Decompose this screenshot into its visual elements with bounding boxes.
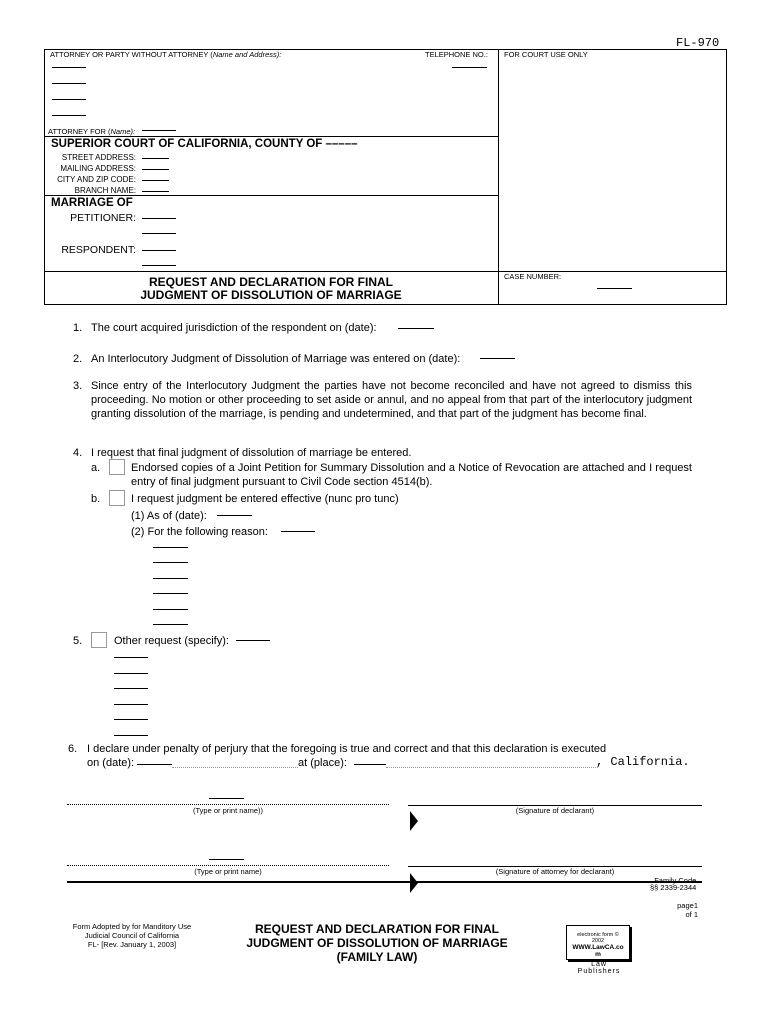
petitioner-field[interactable] bbox=[142, 218, 176, 219]
street-label: STREET ADDRESS: bbox=[61, 153, 136, 162]
telephone-label: TELEPHONE NO.: bbox=[425, 50, 488, 59]
type-name-caption: (Type or print name) bbox=[194, 867, 262, 876]
form-number: FL-970 bbox=[676, 36, 720, 50]
item-6-at-place-label: at (place): bbox=[298, 757, 347, 769]
case-number-label: CASE NUMBER: bbox=[504, 272, 562, 281]
court-use-label: FOR COURT USE ONLY bbox=[504, 50, 588, 59]
other-request-field[interactable] bbox=[114, 688, 148, 689]
interlocutory-date-field[interactable] bbox=[480, 358, 515, 359]
item-4b-checkbox[interactable] bbox=[109, 490, 125, 506]
mailing-label: MAILING ADDRESS: bbox=[60, 164, 136, 173]
item-4b1-text: (1) As of (date): bbox=[131, 510, 207, 522]
item-6-number: 6. bbox=[68, 743, 78, 755]
case-number-field[interactable] bbox=[597, 288, 632, 289]
caption-title: REQUEST AND DECLARATION FOR FINAL JUDGMENT OF DISSOLUTION OF MARRIAGE bbox=[140, 275, 402, 302]
attorney-label: ATTORNEY OR PARTY WITHOUT ATTORNEY (Name and Address): bbox=[50, 50, 282, 59]
attorney-address-field[interactable] bbox=[52, 67, 86, 68]
nunc-pro-tunc-date-field[interactable] bbox=[217, 515, 252, 516]
signature-declarant-caption: (Signature of declarant) bbox=[515, 806, 595, 815]
attorney-address-field[interactable] bbox=[52, 83, 86, 84]
item-5-checkbox[interactable] bbox=[91, 632, 107, 648]
respondent-field[interactable] bbox=[142, 265, 176, 266]
page-indicator: page1 of 1 bbox=[677, 901, 698, 919]
execution-date-field[interactable] bbox=[137, 764, 172, 765]
city-field[interactable] bbox=[142, 180, 169, 181]
type-name-caption: (Type or print name)) bbox=[192, 806, 264, 815]
caption-divider bbox=[498, 49, 499, 305]
item-4-text: I request that final judgment of dissolution of marriage be entered. bbox=[91, 447, 412, 459]
rule bbox=[44, 136, 498, 137]
arrow-icon bbox=[410, 811, 418, 831]
stamp-url: WWW.LawCA.co bbox=[572, 944, 624, 951]
item-5-text: Other request (specify): bbox=[114, 635, 229, 647]
attorney-name-field[interactable] bbox=[209, 859, 244, 860]
branch-field[interactable] bbox=[142, 191, 169, 192]
item-4a-checkbox[interactable] bbox=[109, 459, 125, 475]
city-label: CITY AND ZIP CODE: bbox=[57, 175, 136, 184]
execution-date-underline bbox=[172, 767, 298, 768]
attorney-address-field[interactable] bbox=[52, 115, 86, 116]
item-1-number: 1. bbox=[73, 322, 83, 334]
petitioner-label: PETITIONER: bbox=[70, 212, 136, 224]
arrow-icon bbox=[410, 873, 418, 893]
respondent-label: RESPONDENT: bbox=[61, 244, 136, 256]
marriage-of-label: MARRIAGE OF bbox=[51, 197, 133, 209]
reason-field[interactable] bbox=[153, 562, 188, 563]
item-4a-text: Endorsed copies of a Joint Petition for Summary Dissolution and a Notice of Revocation are attached and I request entry of final judgment pursuant to Civil Code section 4514(b). bbox=[131, 462, 692, 488]
other-request-field[interactable] bbox=[114, 704, 148, 705]
other-request-field[interactable] bbox=[114, 719, 148, 720]
publisher-text: Law Publishers bbox=[577, 961, 621, 975]
branch-label: BRANCH NAME: bbox=[74, 186, 136, 195]
reason-field[interactable] bbox=[281, 531, 315, 532]
court-title: SUPERIOR COURT OF CALIFORNIA, COUNTY OF ––––– bbox=[51, 138, 358, 150]
stamp-text: electronic form © bbox=[577, 932, 619, 938]
reason-field[interactable] bbox=[153, 609, 188, 610]
item-1-text: The court acquired jurisdiction of the respondent on (date): bbox=[91, 322, 377, 334]
signature-attorney-caption: (Signature of attorney for declarant) bbox=[495, 867, 615, 876]
caption-box bbox=[44, 49, 727, 305]
item-5-number: 5. bbox=[73, 635, 83, 647]
jurisdiction-date-field[interactable] bbox=[398, 328, 434, 329]
petitioner-field[interactable] bbox=[142, 233, 176, 234]
item-4b2-text: (2) For the following reason: bbox=[131, 526, 268, 538]
other-request-field[interactable] bbox=[236, 640, 270, 641]
respondent-field[interactable] bbox=[142, 250, 176, 251]
attorney-address-field[interactable] bbox=[52, 99, 86, 100]
california-text: , California. bbox=[596, 755, 690, 769]
item-2-text: An Interlocutory Judgment of Dissolution of Marriage was entered on (date): bbox=[91, 353, 461, 365]
execution-place-underline bbox=[386, 767, 598, 768]
attorney-for-field[interactable] bbox=[142, 130, 176, 131]
item-6-text: I declare under penalty of perjury that the foregoing is true and correct and that this declaration is executed bbox=[87, 743, 607, 755]
execution-place-field[interactable] bbox=[354, 764, 386, 765]
item-4b-letter: b. bbox=[91, 493, 101, 505]
stamp-text: 2002 bbox=[591, 938, 605, 944]
stamp-url: m bbox=[595, 951, 601, 958]
declarant-name-field[interactable] bbox=[209, 798, 244, 799]
reason-field[interactable] bbox=[153, 624, 188, 625]
item-4a-letter: a. bbox=[91, 462, 101, 474]
declarant-name-line bbox=[67, 804, 389, 805]
telephone-field[interactable] bbox=[452, 67, 487, 68]
form-adopted-text: Form Adopted by for Manditory Use Judicial Council of California FL- [Rev. January 1, 2003] bbox=[72, 922, 192, 949]
attorney-name-line bbox=[67, 865, 389, 866]
item-4-number: 4. bbox=[73, 447, 83, 459]
other-request-field[interactable] bbox=[114, 735, 148, 736]
rule bbox=[44, 195, 498, 196]
rule bbox=[44, 271, 727, 272]
item-6-on-date-label: on (date): bbox=[87, 757, 135, 769]
item-3-text: Since entry of the Interlocutory Judgment the parties have not become reconciled and have not agreed to dismiss this proceeding. No motion or other proceeding to set aside or annul, and no appeal from that part of the interlocutory judgment granting dissolution of the marriage, is pending and undetermined, and that part of the judgment has become final. bbox=[91, 380, 692, 420]
electronic-form-stamp bbox=[566, 925, 630, 960]
attorney-for-label: ATTORNEY FOR (Name): bbox=[48, 127, 136, 136]
footer-title: REQUEST AND DECLARATION FOR FINAL JUDGMENT OF DISSOLUTION OF MARRIAGE (FAMILY LAW) bbox=[246, 922, 508, 964]
item-2-number: 2. bbox=[73, 353, 83, 365]
mailing-field[interactable] bbox=[142, 169, 169, 170]
reason-field[interactable] bbox=[153, 578, 188, 579]
family-code-citation: Family Code §§ 2339-2344 bbox=[650, 876, 697, 892]
reason-field[interactable] bbox=[153, 593, 188, 594]
other-request-field[interactable] bbox=[114, 657, 148, 658]
street-field[interactable] bbox=[142, 158, 169, 159]
other-request-field[interactable] bbox=[114, 673, 148, 674]
item-4b-text: I request judgment be entered effective (nunc pro tunc) bbox=[131, 493, 399, 505]
reason-field[interactable] bbox=[153, 547, 188, 548]
footer-rule bbox=[67, 881, 702, 883]
item-3-number: 3. bbox=[73, 380, 83, 392]
